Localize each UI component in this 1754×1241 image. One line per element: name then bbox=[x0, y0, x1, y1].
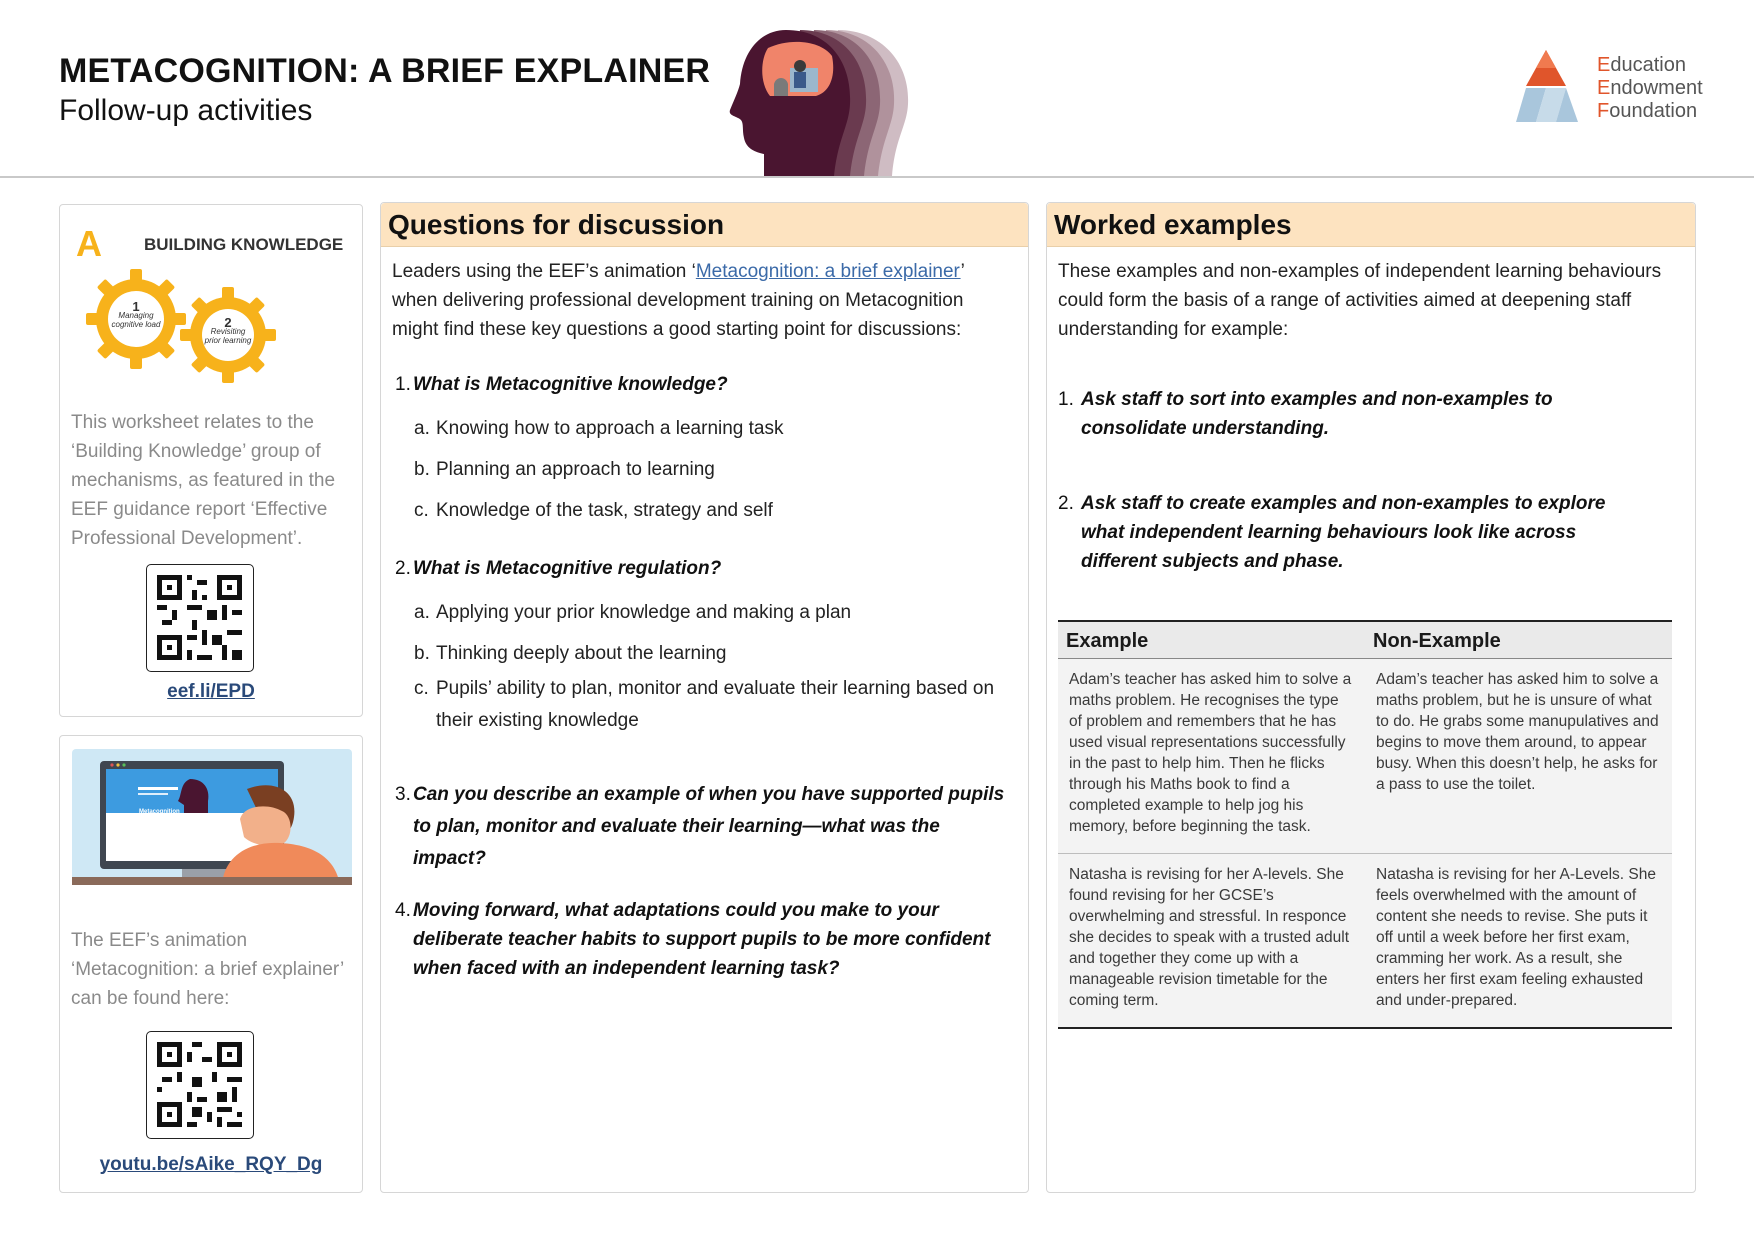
eef-epd-link[interactable]: eef.li/EPD bbox=[167, 681, 255, 702]
building-knowledge-card bbox=[59, 204, 363, 717]
question-4-number: 4. bbox=[395, 900, 411, 921]
table-cell: Natasha is revising for her A-levels. She found revising for her GCSE’s overwhelming and stressful. In responce she decides to speak with a trusted adult and together they come up with a manageable revision timetable for the coming term. bbox=[1058, 854, 1365, 1029]
intro-text-start: Leaders using the EEF’s animation ‘ bbox=[392, 261, 696, 282]
sub-text: Applying your prior knowledge and making a plan bbox=[436, 602, 852, 623]
question-4-text: Moving forward, what adaptations could you make to your deliberate teacher habits to support pupils to be more confident when faced with an independent learning task? bbox=[413, 900, 991, 979]
animation-link[interactable]: Metacognition: a brief explainer bbox=[695, 261, 961, 282]
logo-line-1: ducation bbox=[1610, 54, 1686, 76]
eef-logo-text: Education Endowment Foundation bbox=[1597, 54, 1703, 122]
worked-heading: Worked examples bbox=[1054, 209, 1292, 240]
gears-icon bbox=[78, 263, 278, 383]
gear-1-label: Managing cognitive load bbox=[111, 311, 161, 329]
table-row bbox=[1058, 659, 1672, 854]
questions-intro bbox=[392, 257, 1012, 344]
question-3-number: 3. bbox=[395, 784, 411, 805]
activity-2-number: 2. bbox=[1058, 493, 1074, 514]
gear-1-number: 1 bbox=[132, 299, 140, 314]
page-header bbox=[0, 0, 1754, 178]
question-2-number: 2. bbox=[395, 558, 411, 579]
activity-1-text: Ask staff to sort into examples and non-examples to consolidate understanding. bbox=[1081, 389, 1553, 439]
gear-2-label: Revisiting prior learning bbox=[204, 327, 252, 345]
worked-header bbox=[1047, 203, 1695, 247]
youtube-link[interactable]: youtu.be/sAike_RQY_Dg bbox=[99, 1154, 323, 1175]
questions-header bbox=[381, 203, 1028, 247]
questions-heading: Questions for discussion bbox=[388, 209, 725, 240]
sub-text: Knowledge of the task, strategy and self bbox=[436, 500, 773, 521]
sub-letter: b. bbox=[414, 643, 430, 664]
qr-code-icon bbox=[147, 565, 252, 670]
questions-panel bbox=[380, 202, 1029, 1193]
table-row bbox=[1058, 854, 1672, 1029]
column-header-non-example: Non-Example bbox=[1365, 621, 1672, 659]
activity-2-text: Ask staff to create examples and non-examples to explore what independent learning behaviours look like across different subjects and phase. bbox=[1081, 493, 1606, 572]
question-2-text: What is Metacognitive regulation? bbox=[413, 558, 722, 579]
sub-text: Thinking deeply about the learning bbox=[436, 643, 727, 664]
head-silhouette-illustration bbox=[720, 26, 930, 176]
page-title: METACOGNITION: A BRIEF EXPLAINER bbox=[59, 52, 711, 90]
badge-title: BUILDING KNOWLEDGE bbox=[144, 235, 344, 254]
gear-2-number: 2 bbox=[224, 315, 232, 330]
sub-letter: c. bbox=[414, 500, 429, 521]
worked-intro: These examples and non-examples of independent learning behaviours could form the basis of a range of activities aimed at deepening staff understanding for example: bbox=[1058, 261, 1662, 340]
sub-text: Planning an approach to learning bbox=[436, 459, 715, 480]
activity-1-number: 1. bbox=[1058, 389, 1074, 410]
intro-text-end: ’ when delivering professional development training on Metacognition might find these key questions a good starting point for discussions: bbox=[392, 261, 965, 340]
sub-letter: c. bbox=[414, 678, 429, 699]
animation-illustration bbox=[72, 749, 352, 885]
logo-line-2: ndowment bbox=[1610, 77, 1703, 99]
sub-text: Pupils’ ability to plan, monitor and evaluate their learning based on their existing knowledge bbox=[436, 678, 995, 731]
worksheet-description: This worksheet relates to the ‘Building Knowledge’ group of mechanisms, as featured in the EEF guidance report ‘Effective Professional Development’. bbox=[71, 412, 336, 549]
table-cell: Natasha is revising for her A-Levels. She feels overwhelmed with the amount of content she needs to revise. She puts it off until a week before her first exam, cramming her work. As a result, she enters her first exam feeling exhausted and under-prepared. bbox=[1365, 854, 1672, 1029]
question-1-text: What is Metacognitive knowledge? bbox=[413, 374, 728, 395]
sub-text: Knowing how to approach a learning task bbox=[436, 418, 784, 439]
column-header-example: Example bbox=[1058, 621, 1365, 659]
question-1-number: 1. bbox=[395, 374, 411, 395]
qr-code-epd bbox=[146, 564, 254, 672]
question-3-text: Can you describe an example of when you have supported pupils to plan, monitor and evaluate their learning—what was the impact? bbox=[413, 784, 1005, 869]
animation-card bbox=[59, 735, 363, 1193]
qr-code-youtube bbox=[146, 1031, 254, 1139]
logo-line-3: oundation bbox=[1609, 100, 1698, 122]
animation-screen-title: Metacognition bbox=[139, 809, 180, 815]
table-cell: Adam’s teacher has asked him to solve a maths problem, but he is unsure of what to do. He grabs some manupulatives and begins to move them around, to appear busy. When this doesn’t help, he asks for a pass to use the toilet. bbox=[1365, 659, 1672, 854]
animation-caption: The EEF’s animation ‘Metacognition: a brief explainer’ can be found here: bbox=[71, 930, 344, 1009]
sub-letter: b. bbox=[414, 459, 430, 480]
page-subtitle: Follow-up activities bbox=[59, 94, 313, 127]
sub-letter: a. bbox=[414, 602, 430, 623]
sub-letter: a. bbox=[414, 418, 430, 439]
table-header-row bbox=[1058, 621, 1672, 659]
table-cell: Adam’s teacher has asked him to solve a maths problem. He recognises the type of problem and remembers that he has used visual representations successfully in the past to help him. Then he flicks through his Maths book to find a completed example to help jog his memory, before beginning the task. bbox=[1058, 659, 1365, 854]
examples-table bbox=[1058, 620, 1672, 1029]
badge-letter: A bbox=[76, 223, 102, 264]
qr-code-icon bbox=[147, 1032, 252, 1137]
